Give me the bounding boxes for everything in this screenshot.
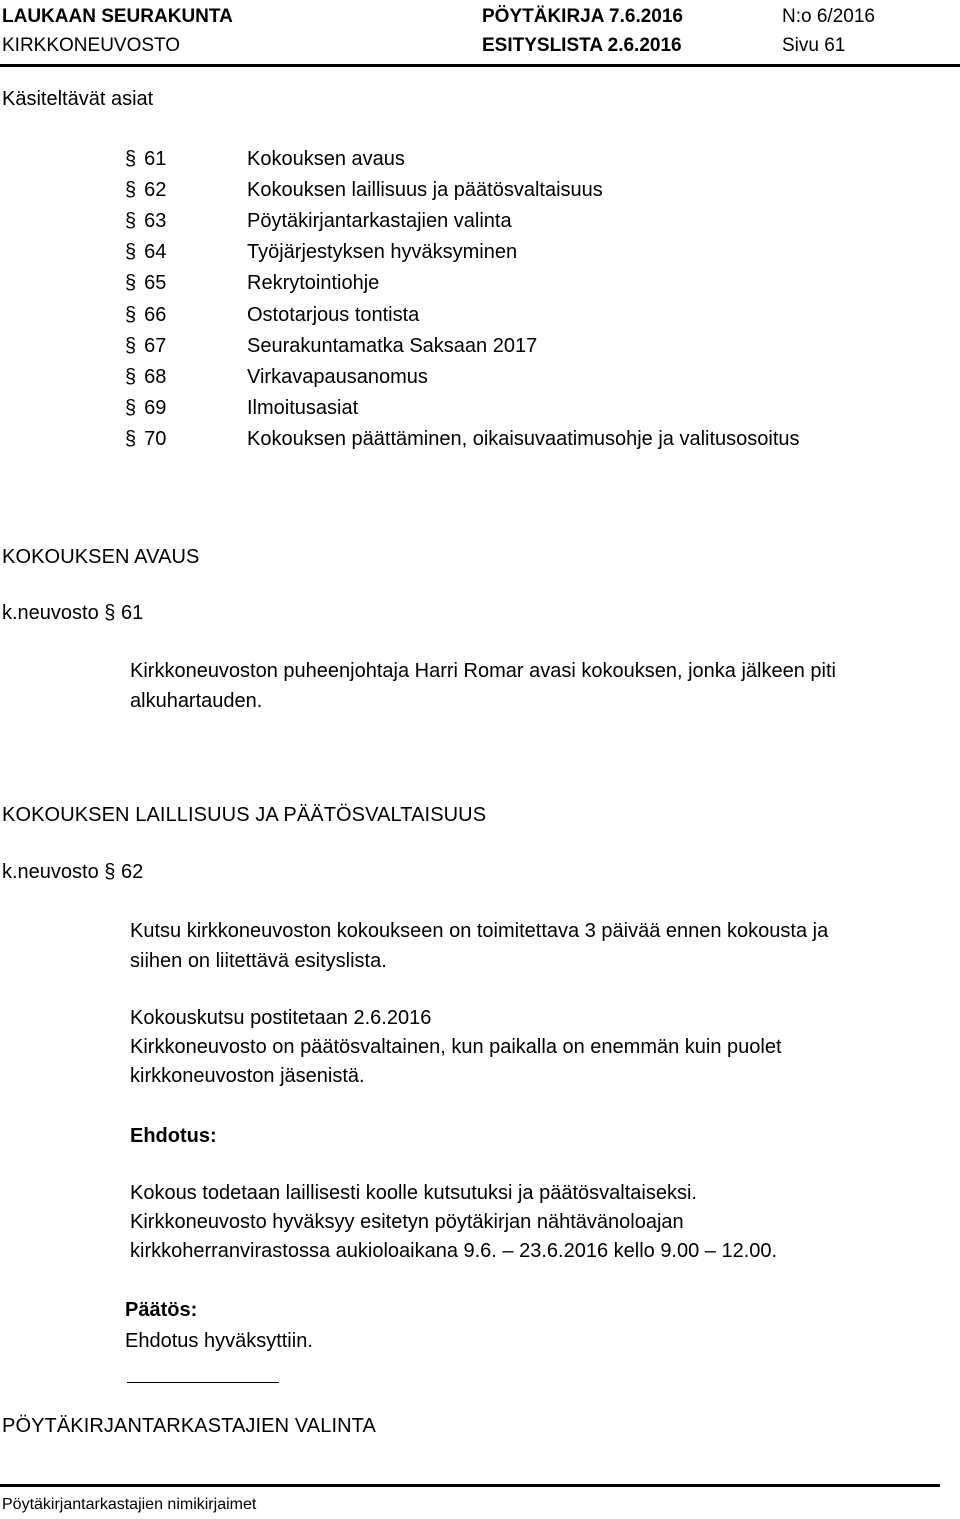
minutes-date: PÖYTÄKIRJA 7.6.2016 (482, 6, 683, 27)
agenda-item (125, 331, 537, 362)
agenda-item-number: 64 (144, 241, 167, 263)
agenda-item-title: Seurakuntamatka Saksaan 2017 (247, 335, 538, 357)
agenda-item-section (125, 331, 247, 362)
proposal-line1: Kokous todetaan laillisesti koolle kutsutuksi ja päätösvaltaiseksi. (130, 1182, 697, 1204)
agenda-item-title: Ilmoitusasiat (247, 397, 359, 419)
agenda-item-section (125, 206, 247, 237)
section-63-heading: PÖYTÄKIRJANTARKASTAJIEN VALINTA (2, 1415, 376, 1437)
page-number: Sivu 61 (782, 35, 846, 56)
section-61-ref: k.neuvosto § 61 (2, 602, 144, 624)
proposal-line2: Kirkkoneuvosto hyväksyy esitetyn pöytäkirjan nähtävänoloajan (130, 1211, 684, 1233)
section-61-text-line2: alkuhartauden. (130, 690, 263, 712)
agenda-item-title: Rekrytointiohje (247, 272, 380, 294)
proposal-line3: kirkkoherranvirastossa aukioloaikana 9.6. – 23.6.2016 kello 9.00 – 12.00. (130, 1240, 778, 1262)
agenda-item-title: Ostotarjous tontista (247, 304, 420, 326)
section-62-p1-line2: siihen on liitettävä esityslista. (130, 950, 387, 972)
agenda-item (125, 424, 800, 455)
body-name: KIRKKONEUVOSTO (2, 35, 181, 56)
agenda-item (125, 144, 405, 175)
section-symbol: § (125, 272, 137, 294)
org-name: LAUKAAN SEURAKUNTA (2, 6, 233, 27)
agenda-item-title: Virkavapausanomus (247, 366, 428, 388)
section-end-rule (127, 1382, 279, 1383)
section-62-ref: k.neuvosto § 62 (2, 861, 144, 883)
agenda-item-section (125, 144, 247, 175)
footer-divider (0, 1484, 940, 1487)
section-symbol: § (125, 148, 137, 170)
agenda-item-title: Työjärjestyksen hyväksyminen (247, 241, 518, 263)
agenda-item-number: 70 (144, 428, 167, 450)
header-divider (0, 64, 960, 67)
decision-label: Päätös: (125, 1299, 198, 1321)
agenda-item-number: 68 (144, 366, 167, 388)
agenda-item-title: Kokouksen laillisuus ja päätösvaltaisuus (247, 179, 603, 201)
agenda-item-number: 67 (144, 335, 167, 357)
section-62-heading: KOKOUKSEN LAILLISUUS JA PÄÄTÖSVALTAISUUS (2, 804, 487, 826)
agenda-item-number: 69 (144, 397, 167, 419)
footer-initials-label: Pöytäkirjantarkastajien nimikirjaimet (2, 1496, 257, 1513)
agenda-item (125, 362, 428, 393)
minutes-number: N:o 6/2016 (782, 6, 875, 27)
agenda-item-number: 63 (144, 210, 167, 232)
section-61-heading: KOKOUKSEN AVAUS (2, 546, 200, 568)
section-62-p2-line1: Kokouskutsu postitetaan 2.6.2016 (130, 1007, 432, 1029)
section-symbol: § (125, 397, 137, 419)
agenda-item-title: Kokouksen avaus (247, 148, 405, 170)
agenda-item (125, 393, 358, 424)
agenda-heading: Käsiteltävät asiat (2, 88, 154, 110)
decision-text: Ehdotus hyväksyttiin. (125, 1330, 313, 1352)
agenda-item-number: 61 (144, 148, 167, 170)
agenda-item (125, 237, 517, 268)
section-symbol: § (125, 179, 137, 201)
agenda-item-section (125, 175, 247, 206)
section-62-p2-line2: Kirkkoneuvosto on päätösvaltainen, kun paikalla on enemmän kuin puolet (130, 1036, 782, 1058)
section-symbol: § (125, 210, 137, 232)
agenda-item-section (125, 424, 247, 455)
agenda-item-number: 65 (144, 272, 167, 294)
section-62-p2-line3: kirkkoneuvoston jäsenistä. (130, 1065, 365, 1087)
agenda-item-section (125, 362, 247, 393)
agenda-item-section (125, 300, 247, 331)
agenda-item-title: Kokouksen päättäminen, oikaisuvaatimusohje ja valitusosoitus (247, 428, 800, 450)
section-symbol: § (125, 366, 137, 388)
agenda-list-date: ESITYSLISTA 2.6.2016 (482, 35, 682, 56)
agenda-item-title: Pöytäkirjantarkastajien valinta (247, 210, 512, 232)
section-62-p1-line1: Kutsu kirkkoneuvoston kokoukseen on toimitettava 3 päivää ennen kokousta ja (130, 920, 829, 942)
agenda-item-section (125, 393, 247, 424)
agenda-item-number: 66 (144, 304, 167, 326)
proposal-label: Ehdotus: (130, 1125, 217, 1147)
agenda-item-section (125, 237, 247, 268)
section-symbol: § (125, 335, 137, 357)
agenda-item (125, 300, 419, 331)
agenda-item-number: 62 (144, 179, 167, 201)
section-symbol: § (125, 304, 137, 326)
agenda-item (125, 268, 379, 299)
agenda-item-section (125, 268, 247, 299)
section-symbol: § (125, 428, 137, 450)
agenda-item (125, 175, 603, 206)
section-symbol: § (125, 241, 137, 263)
agenda-item (125, 206, 512, 237)
section-61-text-line1: Kirkkoneuvoston puheenjohtaja Harri Romar avasi kokouksen, jonka jälkeen piti (130, 660, 836, 682)
